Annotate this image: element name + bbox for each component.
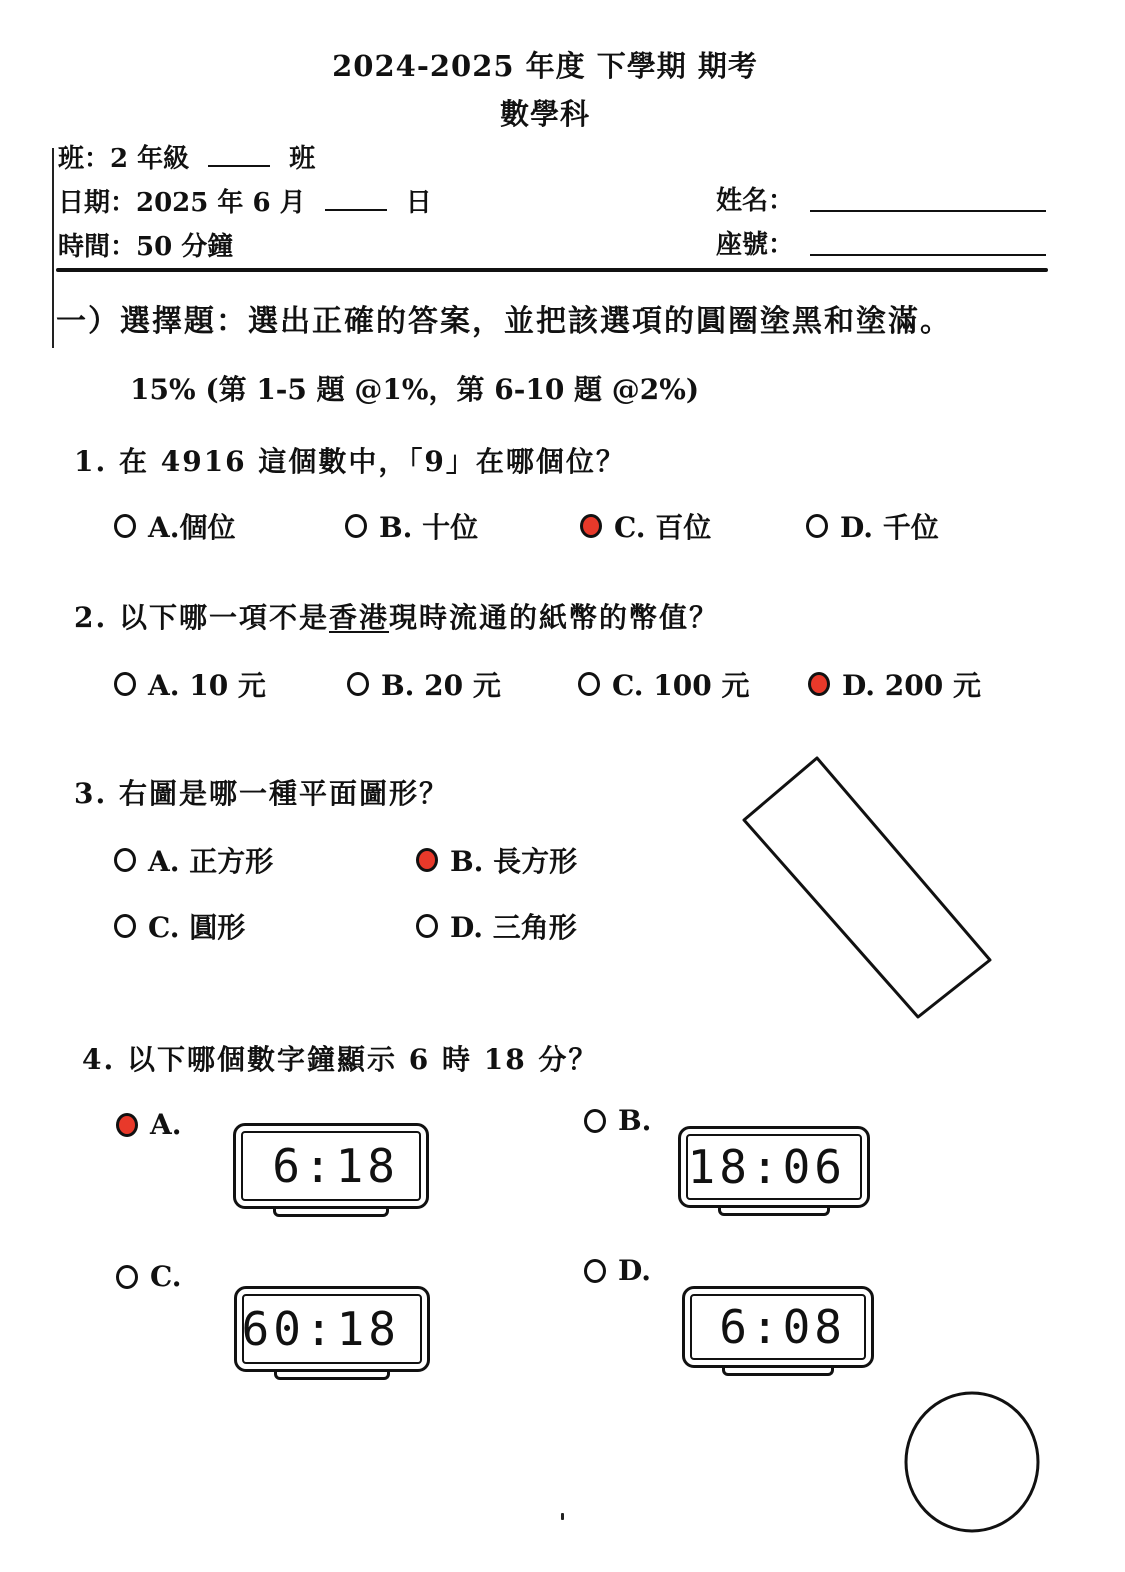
exam-title: 2024-2025 年度 下學期 期考	[332, 49, 758, 83]
class-field	[58, 138, 315, 175]
option-label: A. 正方形	[148, 845, 274, 878]
clock-display: 18:06	[686, 1134, 862, 1200]
class-label: 班：2 年級	[58, 144, 190, 174]
q4-option-a[interactable]	[116, 1108, 181, 1141]
rotated-rectangle-figure	[720, 740, 1020, 1040]
option-label: B. 20 元	[381, 669, 501, 702]
q1-option-d[interactable]	[806, 506, 939, 546]
clock-display: 6:18	[241, 1131, 421, 1201]
question-text: 在 4916 這個數中，「9」在哪個位？	[118, 445, 626, 478]
name-blank[interactable]	[810, 210, 1046, 212]
stray-mark	[561, 1513, 564, 1520]
answer-bubble[interactable]	[578, 672, 600, 696]
answer-bubble-filled[interactable]	[116, 1113, 138, 1137]
option-label: C. 圓形	[148, 911, 246, 944]
clock-stand	[718, 1208, 830, 1216]
question-number: 1.	[74, 445, 108, 478]
class-blank[interactable]	[208, 161, 270, 167]
answer-bubble[interactable]	[347, 672, 369, 696]
answer-bubble[interactable]	[114, 848, 136, 872]
seat-label: 座號：	[716, 230, 795, 260]
digital-clock-d	[682, 1286, 874, 1376]
option-label: C. 百位	[614, 511, 712, 544]
digital-clock-c	[234, 1286, 430, 1380]
question-number: 4.	[82, 1043, 116, 1076]
date-suffix: 日	[405, 188, 432, 218]
option-label: B. 十位	[379, 511, 479, 544]
q1-option-a[interactable]	[114, 506, 235, 546]
time-field: 時間：50 分鐘	[58, 232, 234, 262]
q2-option-d[interactable]	[808, 664, 981, 704]
q2-option-b[interactable]	[347, 664, 501, 704]
answer-bubble[interactable]	[806, 514, 828, 538]
question-text: 現時流通的紙幣的幣值？	[389, 601, 720, 634]
clock-stand	[722, 1368, 834, 1376]
option-label: D. 200 元	[842, 669, 981, 702]
option-label: C.	[150, 1260, 182, 1293]
option-label: D.	[618, 1254, 652, 1287]
option-label: A.個位	[148, 511, 236, 544]
question-text: 以下哪個數字鐘顯示 6 時 18 分？	[126, 1043, 599, 1076]
clock-stand	[273, 1209, 389, 1217]
option-label: C. 100 元	[612, 669, 750, 702]
q1-option-c[interactable]	[580, 506, 711, 546]
question-text: 右圖是哪一種平面圖形？	[118, 777, 449, 810]
question-3	[74, 772, 449, 812]
subject-title: 數學科	[499, 97, 590, 131]
q4-option-b[interactable]	[584, 1104, 651, 1137]
name-label: 姓名：	[716, 186, 795, 216]
answer-bubble-filled[interactable]	[580, 514, 602, 538]
option-label: A.	[150, 1108, 182, 1141]
question-number: 3.	[74, 777, 108, 810]
answer-bubble[interactable]	[345, 514, 367, 538]
answer-bubble[interactable]	[114, 914, 136, 938]
option-label: D. 千位	[840, 511, 939, 544]
clock-display: 6:08	[690, 1294, 866, 1360]
q3-option-a[interactable]	[114, 840, 273, 880]
answer-bubble[interactable]	[584, 1259, 606, 1283]
left-margin-line	[52, 148, 54, 348]
option-label: A. 10 元	[148, 669, 266, 702]
answer-bubble[interactable]	[114, 514, 136, 538]
digital-clock-a	[233, 1123, 429, 1217]
section-title: 一）選擇題：選出正確的答案，並把該選項的圓圈塗黑和塗滿。	[56, 304, 952, 339]
q4-option-d[interactable]	[584, 1254, 651, 1287]
class-suffix: 班	[289, 144, 316, 174]
question-text-underlined: 香港	[329, 601, 390, 634]
option-label: D. 三角形	[450, 911, 577, 944]
option-label: B.	[618, 1104, 652, 1137]
circle-figure	[900, 1388, 1045, 1538]
question-2	[74, 596, 719, 636]
q4-option-c[interactable]	[116, 1260, 182, 1293]
q2-option-a[interactable]	[114, 664, 266, 704]
question-number: 2.	[74, 601, 108, 634]
answer-bubble-filled[interactable]	[808, 672, 830, 696]
answer-bubble[interactable]	[584, 1109, 606, 1133]
section-marks: 15% (第 1-5 題 @1%，第 6-10 題 @2%)	[130, 373, 700, 406]
q3-option-b[interactable]	[416, 840, 577, 880]
q2-option-c[interactable]	[578, 664, 750, 704]
date-label: 日期：2025 年 6 月	[58, 188, 306, 218]
clock-display: 60:18	[242, 1294, 422, 1364]
q3-option-d[interactable]	[416, 906, 577, 946]
answer-bubble-filled[interactable]	[416, 848, 438, 872]
answer-bubble[interactable]	[114, 672, 136, 696]
q1-option-b[interactable]	[345, 506, 478, 546]
q3-option-c[interactable]	[114, 906, 245, 946]
question-1	[74, 440, 626, 480]
digital-clock-b	[678, 1126, 870, 1216]
clock-stand	[274, 1372, 390, 1380]
header-divider	[56, 268, 1048, 272]
answer-bubble[interactable]	[116, 1265, 138, 1289]
question-4	[82, 1038, 598, 1078]
day-blank[interactable]	[325, 205, 387, 211]
seat-blank[interactable]	[810, 254, 1046, 256]
answer-bubble[interactable]	[416, 914, 438, 938]
date-field	[58, 182, 432, 219]
question-text: 以下哪一項不是	[118, 601, 329, 634]
option-label: B. 長方形	[450, 845, 578, 878]
